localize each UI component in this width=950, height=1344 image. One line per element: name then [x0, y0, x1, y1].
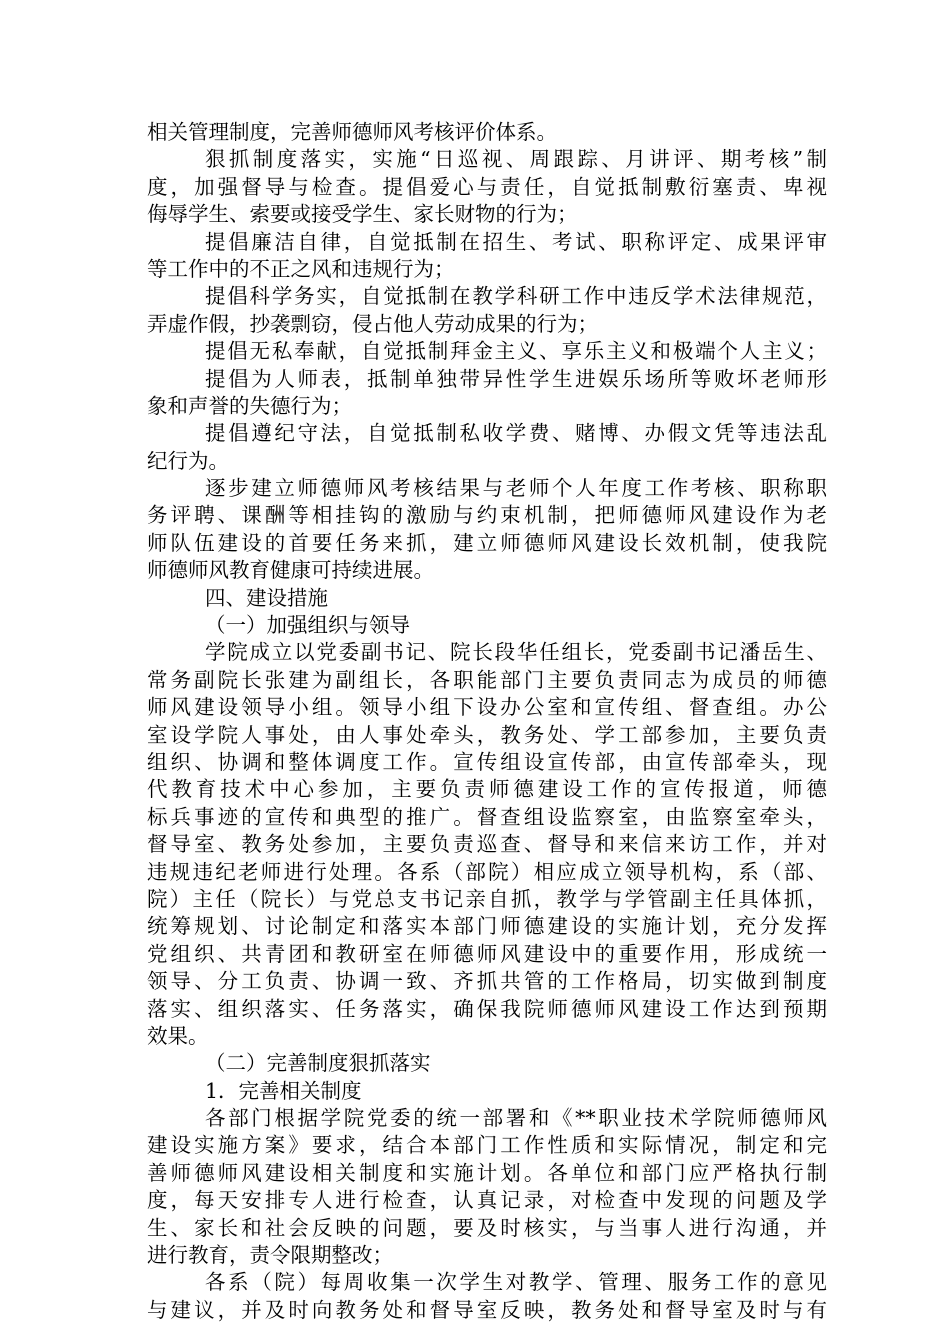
text-line: 象和声誉的失德行为； — [147, 393, 352, 418]
text-line: 与建议，并及时向教务处和督导室反映，教务处和督导室及时与有 — [147, 1297, 827, 1322]
text-line: （一）加强组织与领导 — [205, 613, 410, 638]
text-line: 侮辱学生、索要或接受学生、家长财物的行为； — [147, 202, 578, 227]
text-line: 生、家长和社会反映的问题，要及时核实，与当事人进行沟通，并 — [147, 1215, 827, 1240]
text-line: 进行教育，责令限期整改； — [147, 1243, 393, 1268]
text-line: 四、建设措施 — [205, 585, 328, 610]
text-line: 提倡为人师表，抵制单独带异性学生进娱乐场所等败坏老师形 — [205, 366, 827, 391]
text-line: 提倡遵纪守法，自觉抵制私收学费、赌博、办假文凭等违法乱 — [205, 421, 827, 446]
text-line: 常务副院长张建为副组长，各职能部门主要负责同志为成员的师德 — [147, 667, 827, 692]
text-line: 违规违纪老师进行处理。各系（部院）相应成立领导机构，系（部、 — [147, 859, 827, 884]
text-line: 提倡无私奉献，自觉抵制拜金主义、享乐主义和极端个人主义； — [205, 339, 827, 364]
text-line: 提倡廉洁自律，自觉抵制在招生、考试、职称评定、成果评审 — [205, 229, 827, 254]
text-line: 狠抓制度落实，实施“日巡视、周跟踪、月讲评、期考核”制 — [205, 147, 827, 172]
text-line: （二）完善制度狠抓落实 — [205, 1051, 431, 1076]
text-line: 落实、组织落实、任务落实，确保我院师德师风建设工作达到预期 — [147, 996, 827, 1021]
text-line: 师风建设领导小组。领导小组下设办公室和宣传组、督查组。办公 — [147, 695, 827, 720]
text-line: 室设学院人事处，由人事处牵头，教务处、学工部参加，主要负责 — [147, 722, 827, 747]
text-line: 代教育技术中心参加，主要负责师德建设工作的宣传报道，师德 — [147, 777, 827, 802]
text-line: 提倡科学务实，自觉抵制在教学科研工作中违反学术法律规范， — [205, 284, 827, 309]
text-line: 弄虚作假，抄袭剽窃，侵占他人劳动成果的行为； — [147, 311, 598, 336]
text-line: 度，每天安排专人进行检查，认真记录，对检查中发现的问题及学 — [147, 1188, 827, 1213]
text-line: 师队伍建设的首要任务来抓，建立师德师风建设长效机制，使我院 — [147, 530, 827, 555]
text-line: 师德师风教育健康可持续进展。 — [147, 558, 434, 583]
text-line: 领导、分工负责、协调一致、齐抓共管的工作格局，切实做到制度 — [147, 969, 827, 994]
text-line: 各系（院）每周收集一次学生对教学、管理、服务工作的意见 — [205, 1270, 827, 1295]
text-line: 度，加强督导与检查。提倡爱心与责任，自觉抵制敷衍塞责、卑视 — [147, 174, 827, 199]
text-line: 善师德师风建设相关制度和实施计划。各单位和部门应严格执行制 — [147, 1160, 827, 1185]
text-line: 组织、协调和整体调度工作。宣传组设宣传部，由宣传部牵头，现 — [147, 749, 827, 774]
text-line: 学院成立以党委副书记、院长段华任组长，党委副书记潘岳生、 — [205, 640, 827, 665]
document-body — [147, 119, 827, 1324]
text-line: 党组织、共青团和教研室在师德师风建设中的重要作用，形成统一 — [147, 941, 827, 966]
text-line: 标兵事迹的宣传和典型的推广。督查组设监察室，由监察室牵头， — [147, 804, 827, 829]
text-line: 务评聘、课酬等相挂钩的激励与约束机制，把师德师风建设作为老 — [147, 503, 827, 528]
text-line: 院）主任（院长）与党总支书记亲自抓，教学与学管副主任具体抓， — [147, 886, 827, 911]
text-line: 各部门根据学院党委的统一部署和《**职业技术学院师德师风 — [205, 1106, 827, 1131]
text-line: 建设实施方案》要求，结合本部门工作性质和实际情况，制定和完 — [147, 1133, 827, 1158]
text-line: 督导室、教务处参加，主要负责巡查、督导和来信来访工作，并对 — [147, 832, 827, 857]
text-line: 统筹规划、讨论制定和落实本部门师德建设的实施计划，充分发挥 — [147, 914, 827, 939]
text-line: 效果。 — [147, 1023, 209, 1048]
text-line: 相关管理制度，完善师德师风考核评价体系。 — [147, 120, 557, 144]
text-line: 等工作中的不正之风和违规行为； — [147, 256, 455, 281]
text-line: 逐步建立师德师风考核结果与老师个人年度工作考核、职称职 — [205, 476, 827, 501]
text-line: 纪行为。 — [147, 448, 229, 473]
text-line: 1．完善相关制度 — [205, 1078, 362, 1103]
